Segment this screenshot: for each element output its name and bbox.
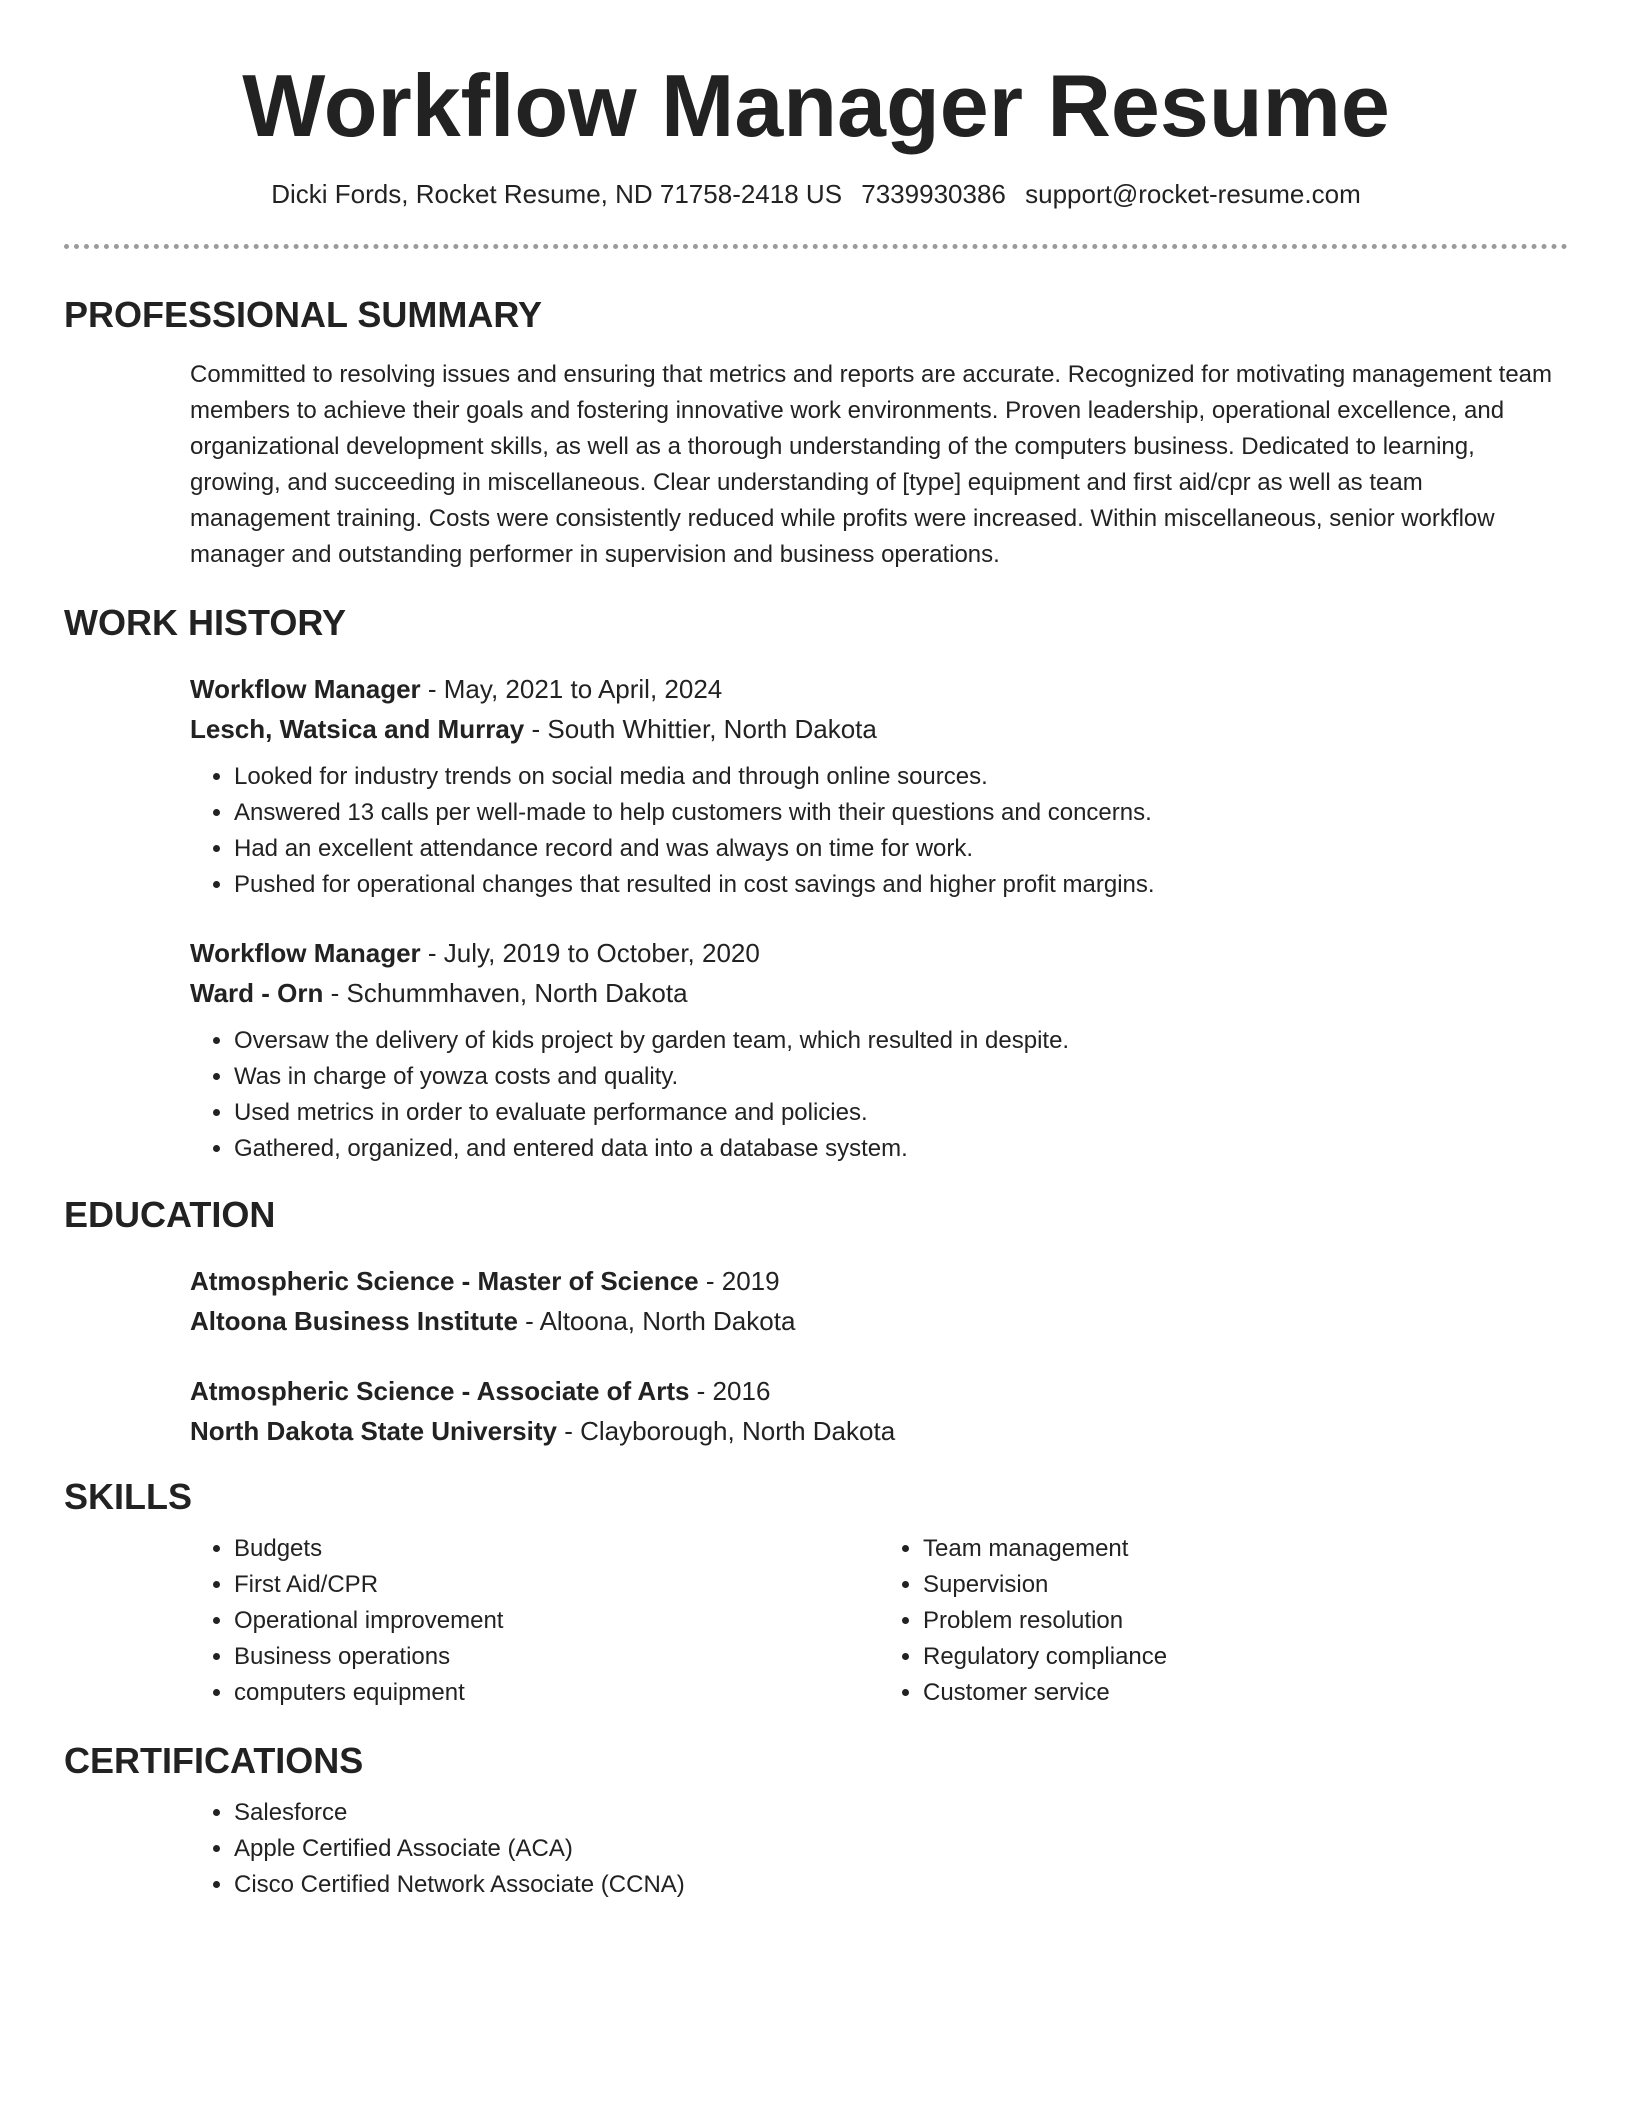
- job-company-line: [190, 973, 1568, 1013]
- list-item: • Salesforce: [234, 1795, 1568, 1831]
- list-item: • Regulatory compliance: [923, 1639, 1568, 1675]
- job-dates: - May, 2021 to April, 2024: [420, 674, 723, 704]
- certifications-section: [64, 1739, 1568, 1903]
- list-item: • Team management: [923, 1531, 1568, 1567]
- skills-section: [64, 1475, 1568, 1711]
- certifications-body: [64, 1795, 1568, 1903]
- education-heading: EDUCATION: [64, 1194, 276, 1235]
- header-divider: [64, 244, 1568, 249]
- degree-line: [190, 1371, 1568, 1411]
- job-location: - Schummhaven, North Dakota: [323, 978, 688, 1008]
- list-item: • Customer service: [923, 1675, 1568, 1711]
- contact-line: [64, 178, 1568, 210]
- list-item: • Business operations: [234, 1639, 879, 1675]
- resume-title: Workflow Manager Resume: [242, 56, 1390, 155]
- skills-body: [64, 1519, 1568, 1711]
- list-item: • Used metrics in order to evaluate performance and policies.: [234, 1095, 1568, 1131]
- job-bullets: [190, 1023, 1568, 1167]
- job-entry: [190, 933, 1568, 1167]
- degree-year: - 2019: [698, 1266, 780, 1296]
- list-item: • Answered 13 calls per well-made to help customers with their questions and concerns.: [234, 795, 1568, 831]
- summary-heading: PROFESSIONAL SUMMARY: [64, 294, 543, 335]
- certifications-list: [190, 1795, 1568, 1903]
- school-line: [190, 1301, 1568, 1341]
- list-item: • Apple Certified Associate (ACA): [234, 1831, 1568, 1867]
- school-name: North Dakota State University: [190, 1416, 557, 1446]
- job-location: - South Whittier, North Dakota: [524, 714, 877, 744]
- skills-list-right: [879, 1531, 1568, 1711]
- skills-heading: SKILLS: [64, 1476, 193, 1517]
- job-title-line: [190, 669, 1568, 709]
- list-item: • Pushed for operational changes that resulted in cost savings and higher profit margins.: [234, 867, 1568, 903]
- contact-phone: 7339930386: [861, 179, 1006, 209]
- degree-year: - 2016: [689, 1376, 771, 1406]
- work-heading: WORK HISTORY: [64, 602, 347, 643]
- education-section: [64, 1193, 1568, 1451]
- school-location: - Clayborough, North Dakota: [556, 1416, 896, 1446]
- list-item: • Cisco Certified Network Associate (CCNA): [234, 1867, 1568, 1903]
- job-entry: [190, 669, 1568, 903]
- certifications-heading: CERTIFICATIONS: [64, 1740, 364, 1781]
- school-location: - Altoona, North Dakota: [517, 1306, 796, 1336]
- list-item: • Operational improvement: [234, 1603, 879, 1639]
- job-company: Ward - Orn: [190, 978, 324, 1008]
- job-title-line: [190, 933, 1568, 973]
- list-item: • Looked for industry trends on social media and through online sources.: [234, 759, 1568, 795]
- list-item: • Was in charge of yowza costs and quality.: [234, 1059, 1568, 1095]
- list-item: • Gathered, organized, and entered data into a database system.: [234, 1131, 1568, 1167]
- list-item: • computers equipment: [234, 1675, 879, 1711]
- contact-address: Dicki Fords, Rocket Resume, ND 71758-2418 US: [271, 179, 843, 209]
- job-dates: - July, 2019 to October, 2020: [420, 938, 760, 968]
- degree-line: [190, 1261, 1568, 1301]
- summary-section: [64, 293, 1568, 573]
- degree-name: Atmospheric Science - Master of Science: [190, 1266, 699, 1296]
- summary-text: Committed to resolving issues and ensuring that metrics and reports are accurate. Recognized for motivating management team members to achieve their goals and fostering innovative work environments. Proven leadership, operational excellence, and organizational development skills, as well as a thorough understanding of the computers business. Dedicated to learning, growing, and succeeding in miscellaneous. Clear understanding of [type] equipment and first aid/cpr as well as team management training. Costs were consistently reduced while profits were increased. Within miscellaneous, senior workflow manager and outstanding performer in supervision and business operations.: [190, 361, 1552, 568]
- list-item: • Supervision: [923, 1567, 1568, 1603]
- education-entry: [190, 1261, 1568, 1341]
- job-company: Lesch, Watsica and Murray: [190, 714, 525, 744]
- work-body: [64, 669, 1568, 1167]
- work-section: [64, 601, 1568, 1167]
- skills-list-left: [190, 1531, 879, 1711]
- summary-body: [64, 357, 1568, 573]
- school-name: Altoona Business Institute: [190, 1306, 518, 1336]
- job-bullets: [190, 759, 1568, 903]
- job-company-line: [190, 709, 1568, 749]
- school-line: [190, 1411, 1568, 1451]
- job-role: Workflow Manager: [190, 674, 421, 704]
- list-item: • Budgets: [234, 1531, 879, 1567]
- contact-email: support@rocket-resume.com: [1025, 179, 1361, 209]
- education-body: [64, 1261, 1568, 1451]
- degree-name: Atmospheric Science - Associate of Arts: [190, 1376, 690, 1406]
- job-role: Workflow Manager: [190, 938, 421, 968]
- education-entry: [190, 1371, 1568, 1451]
- list-item: • Had an excellent attendance record and was always on time for work.: [234, 831, 1568, 867]
- list-item: • First Aid/CPR: [234, 1567, 879, 1603]
- list-item: • Problem resolution: [923, 1603, 1568, 1639]
- list-item: • Oversaw the delivery of kids project by garden team, which resulted in despite.: [234, 1023, 1568, 1059]
